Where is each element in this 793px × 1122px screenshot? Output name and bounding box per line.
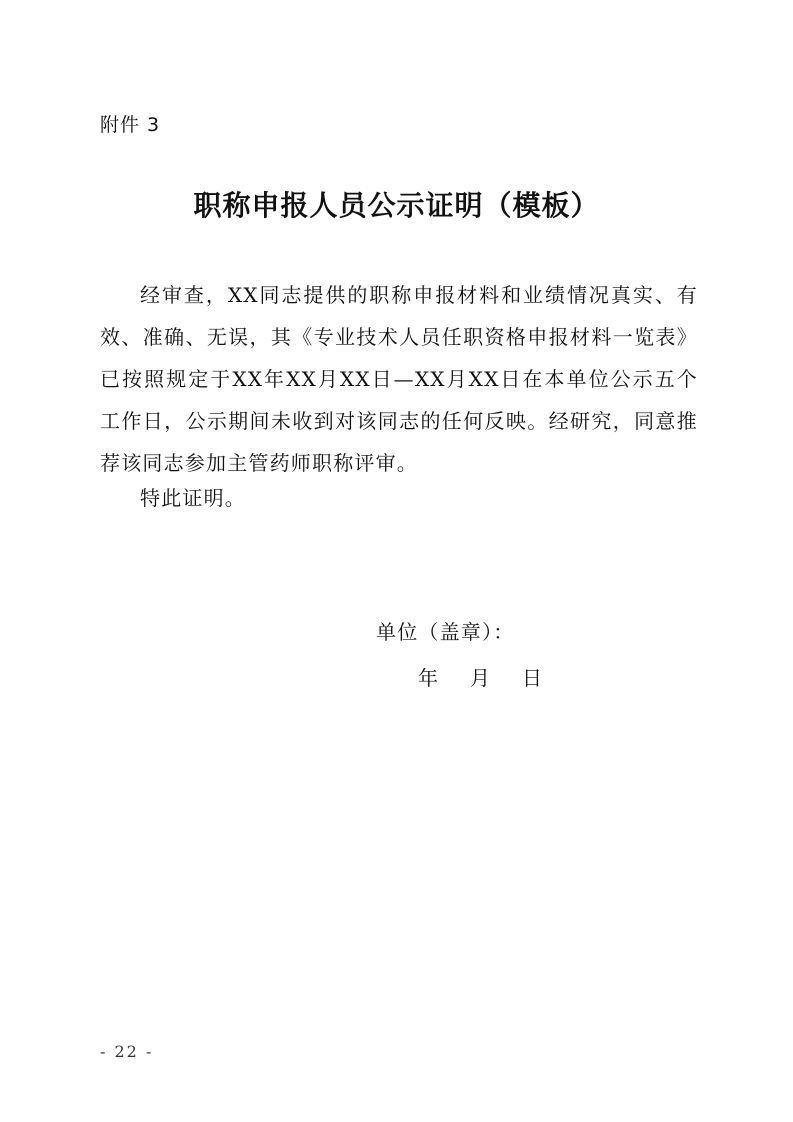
- unit-seal-label: 单位（盖章）：: [376, 620, 515, 644]
- body-text: [100, 274, 698, 484]
- date-line: [418, 662, 542, 691]
- body-paragraph: 经审查，XX同志提供的职称申报材料和业绩情况真实、有效、准确、无误，其《专业技术人员任职资格申报材料一览表》已按照规定于XX年XX月XX日—XX月XX日在本单位公示五个工作日，公示期间未收到对该同志的任何反映。经研究，同意推荐该同志参加主管药师职称评审。: [100, 283, 698, 475]
- date-month-label: 月: [470, 666, 490, 690]
- document-title: 职称申报人员公示证明（模板）: [193, 189, 600, 222]
- closing-statement: 特此证明。: [140, 486, 246, 510]
- date-day-label: 日: [522, 666, 542, 690]
- attachment-label: 附件 3: [100, 114, 161, 136]
- page-number: - 22 -: [100, 1042, 154, 1061]
- date-year-label: 年: [418, 666, 438, 690]
